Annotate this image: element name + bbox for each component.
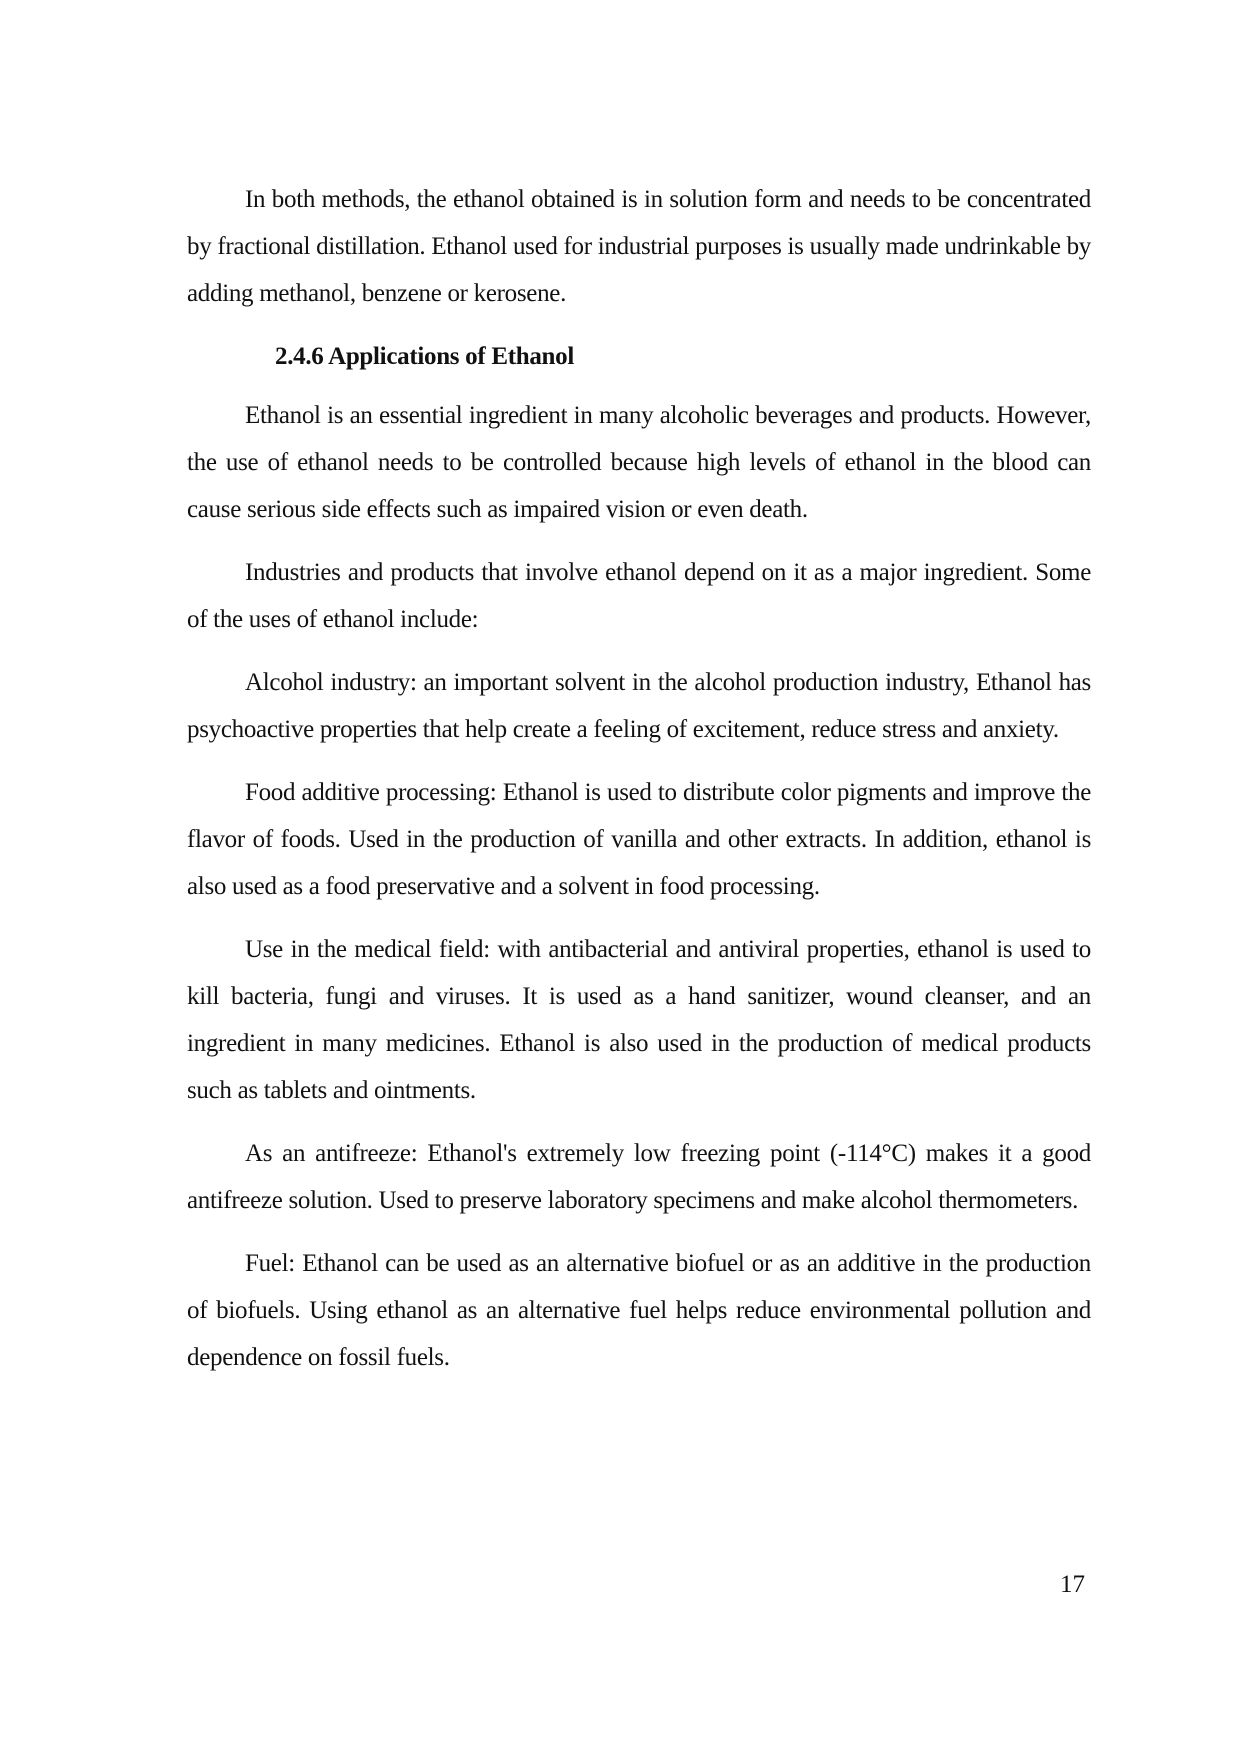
document-page [187,176,1091,1397]
paragraph-antifreeze: As an antifreeze: Ethanol's extremely low freezing point (-114°C) makes it a good antifreeze solution. Used to preserve laboratory specimens and make alcohol thermometers. [187,1140,1091,1214]
paragraph-intro: Ethanol is an essential ingredient in many alcoholic beverages and products. However, the use of ethanol needs to be controlled because high levels of ethanol in the blood can cause serious side effects such as impaired vision or even death. [187,402,1091,523]
paragraph-fuel: Fuel: Ethanol can be used as an alternative biofuel or as an additive in the production of biofuels. Using ethanol as an alternative fuel helps reduce environmental pollution and dependence on fossil fuels. [187,1250,1091,1371]
paragraph-food-additive: Food additive processing: Ethanol is used to distribute color pigments and improve the flavor of foods. Used in the production of vanilla and other extracts. In addition, ethanol is also used as a food preservative and a solvent in food processing. [187,779,1091,900]
paragraph-medical-field: Use in the medical field: with antibacterial and antiviral properties, ethanol is used to kill bacteria, fungi and viruses. It is used as a hand sanitizer, wound cleanser, and an ingredient in many medicines. Ethanol is also used in the production of medical products such as tablets and ointments. [187,936,1091,1104]
section-heading: 2.4.6 Applications of Ethanol [275,343,575,370]
paragraph-alcohol-industry: Alcohol industry: an important solvent in the alcohol production industry, Ethanol has psychoactive properties that help create a feeling of excitement, reduce stress and anxiety. [187,669,1091,743]
paragraph-uses-intro: Industries and products that involve ethanol depend on it as a major ingredient. Some of the uses of ethanol include: [187,559,1091,633]
page-number: 17 [1060,1571,1085,1598]
paragraph-distillation: In both methods, the ethanol obtained is in solution form and needs to be concentrated by fractional distillation. Ethanol used for industrial purposes is usually made undrinkable by adding methanol, benzene or kerosene. [187,186,1091,307]
